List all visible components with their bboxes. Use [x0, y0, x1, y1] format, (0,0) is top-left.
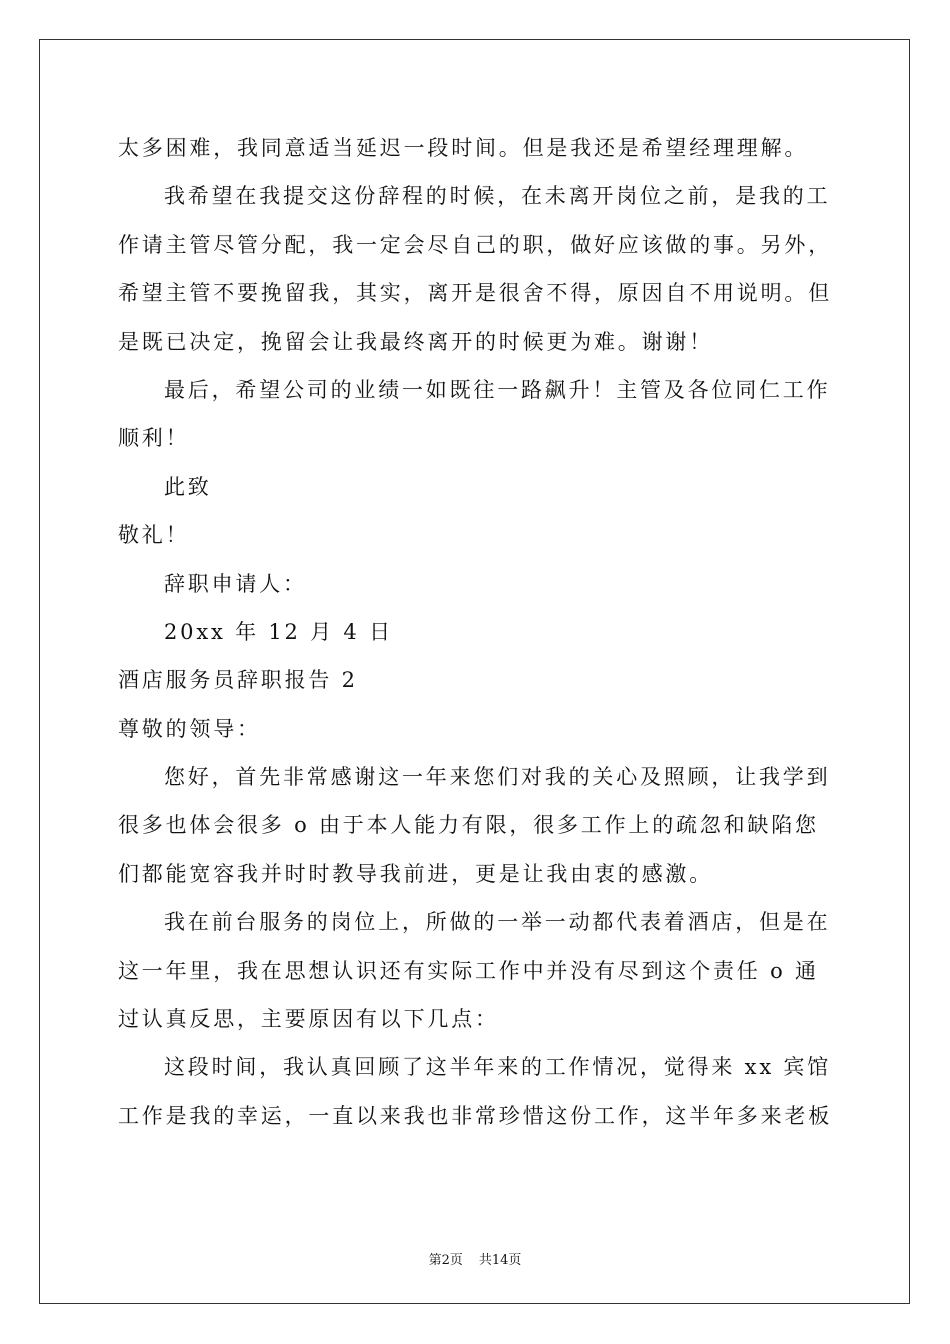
- signature-date: 20xx 年 12 月 4 日: [164, 619, 393, 644]
- text-line-6: 最后，希望公司的业绩一如既往一路飙升！主管及各位同仁工作: [164, 377, 831, 402]
- current-page-number: 第2页: [428, 1253, 463, 1268]
- total-page-count: 共14页: [478, 1253, 522, 1268]
- section-heading: 酒店服务员辞职报告 2: [118, 668, 358, 693]
- text-line-16: 们都能宽容我并时时教导我前进，更是让我由衷的感激。: [118, 861, 713, 886]
- text-line-4: 希望主管不要挽留我，其实，离开是很舍不得，原因自不用说明。但: [118, 281, 832, 306]
- text-line-18: 这一年里，我在思想认识还有实际工作中并没有尽到这个责任 o 通: [118, 958, 819, 983]
- text-line-19: 过认真反思，主要原因有以下几点：: [118, 1007, 499, 1032]
- text-line-20: 这段时间，我认真回顾了这半年来的工作情况，觉得来 xx 宾馆: [164, 1055, 832, 1080]
- text-line-1: 太多困难，我同意适当延迟一段时间。但是我还是希望经理理解。: [118, 136, 809, 160]
- text-line-3: 作请主管尽管分配，我一定会尽自己的职，做好应该做的事。另外，: [118, 232, 832, 257]
- text-line-15: 很多也体会很多 o 由于本人能力有限，很多工作上的疏忽和缺陷您: [118, 813, 819, 838]
- closing-salutation: 此致: [164, 474, 212, 499]
- text-line-2: 我希望在我提交这份辞程的时候，在未离开岗位之前，是我的工: [164, 184, 831, 209]
- text-line-5: 是既已决定，挽留会让我最终离开的时候更为难。谢谢！: [118, 329, 713, 354]
- text-line-17: 我在前台服务的岗位上，所做的一举一动都代表着酒店，但是在: [164, 910, 831, 935]
- page-footer: [0, 1249, 950, 1268]
- closing-regards: 敬礼！: [118, 523, 190, 548]
- text-line-21: 工作是我的幸运，一直以来我也非常珍惜这份工作，这半年多来老板: [118, 1103, 832, 1128]
- document-body: [118, 124, 834, 1140]
- text-line-14: 您好，首先非常感谢这一年来您们对我的关心及照顾，让我学到: [164, 765, 831, 790]
- signature-label: 辞职申请人：: [164, 571, 307, 596]
- text-line-7: 顺利！: [118, 426, 190, 451]
- letter-greeting: 尊敬的领导：: [118, 716, 261, 741]
